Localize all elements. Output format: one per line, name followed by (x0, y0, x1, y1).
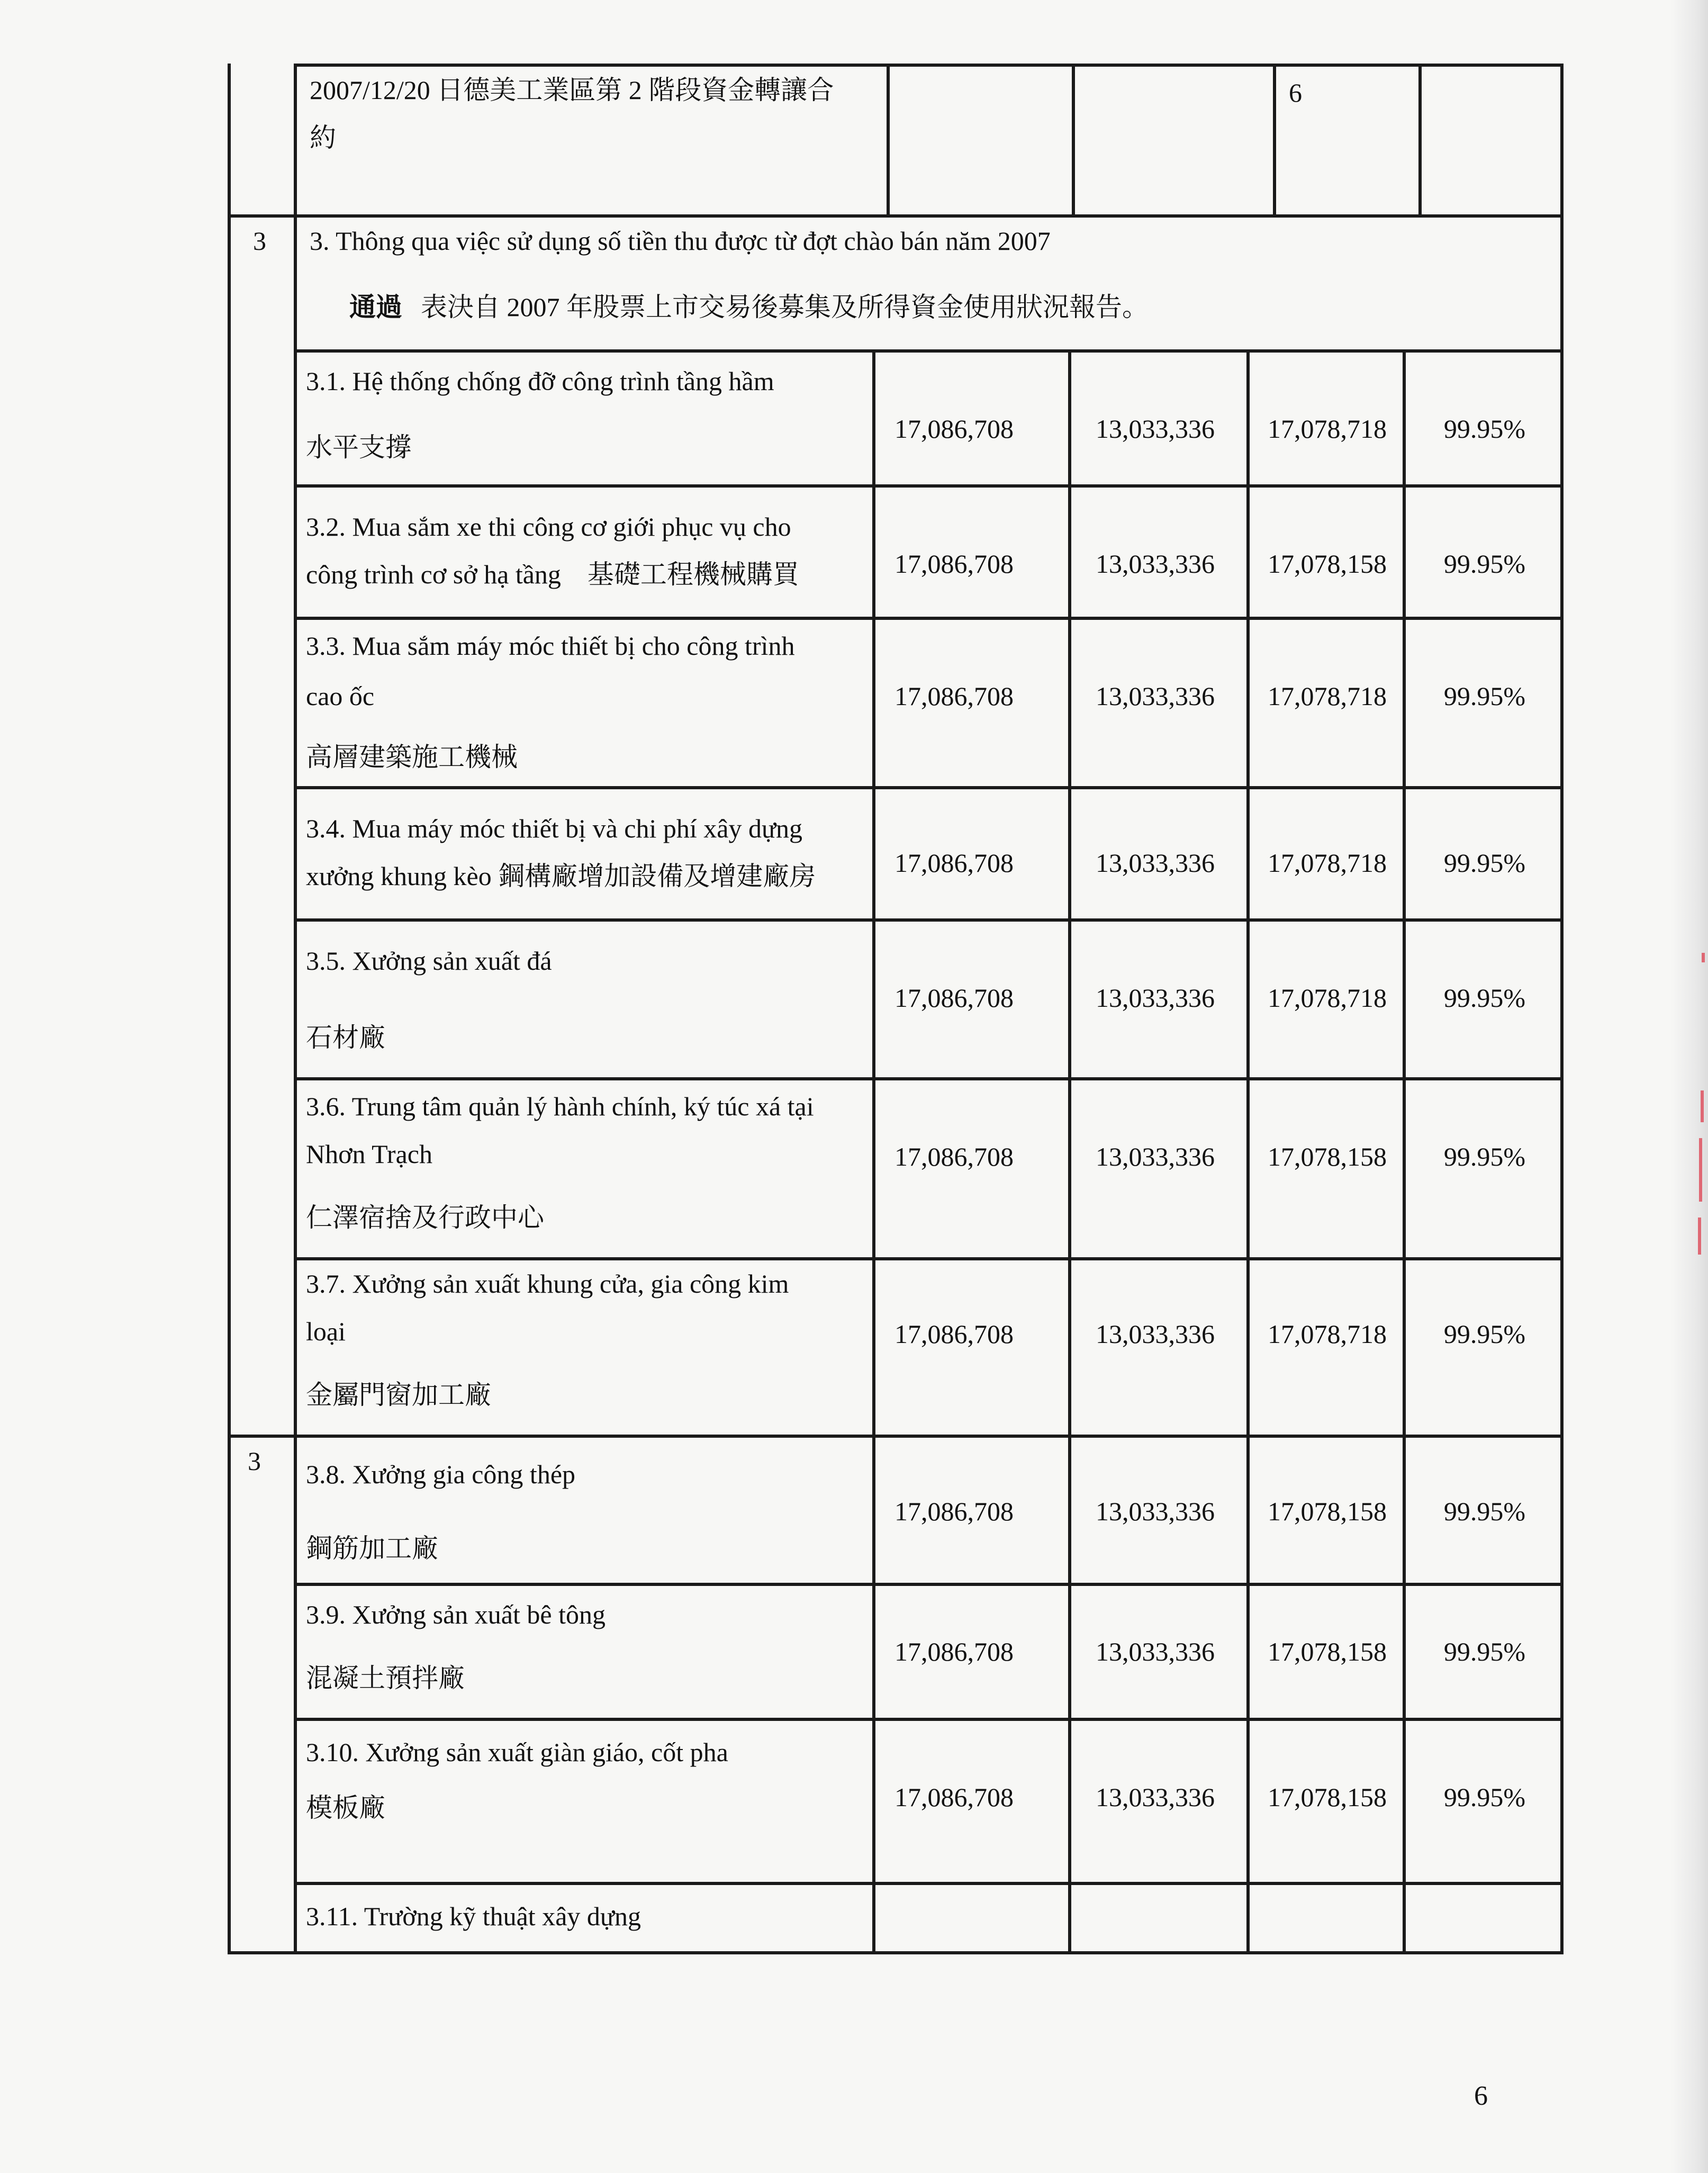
row-value-4: 99.95% (1443, 681, 1525, 711)
row-value-1: 17,086,708 (894, 1637, 1014, 1666)
row-value-4: 99.95% (1443, 1637, 1525, 1666)
row-value-3: 17,078,718 (1268, 681, 1387, 711)
top-row-col (1418, 64, 1422, 217)
table-left-border (228, 64, 231, 1953)
table-right-border (1560, 64, 1564, 1953)
row-label-line: 仁澤宿捨及行政中心 (306, 1203, 544, 1232)
top-row-col (887, 64, 890, 217)
scan-edge-shadow (1671, 0, 1708, 2173)
row-value-3: 17,078,718 (1268, 414, 1387, 444)
row-label: 3.3. Mua sắm máy móc thiết bị cho công trình (306, 631, 795, 661)
row-label: 3.1. Hệ thống chống đỡ công trình tầng hầm (306, 366, 774, 396)
row-value-2: 13,033,336 (1096, 1782, 1215, 1812)
row-col-border (872, 1882, 875, 1953)
margin-mark (1702, 953, 1705, 962)
row-separator (294, 1077, 1564, 1080)
row-label-line: 石材廠 (306, 1023, 385, 1052)
row-value-4: 99.95% (1443, 414, 1525, 444)
margin-mark (1698, 1218, 1701, 1255)
top-row-label: 2007/12/20 日德美工業區第 2 階段資金轉讓合 (310, 75, 834, 105)
page-number: 6 (1474, 2081, 1488, 2111)
margin-mark (1699, 1138, 1702, 1202)
section-divider (228, 1435, 294, 1438)
row-value-2: 13,033,336 (1096, 1496, 1215, 1526)
row-value-3: 17,078,158 (1268, 1496, 1387, 1526)
section-subtitle-bold: 通過 (349, 292, 402, 322)
top-row-value: 6 (1289, 78, 1302, 107)
row-label: 3.10. Xưởng sản xuất giàn giáo, cốt pha (306, 1737, 728, 1767)
row-col-border (1068, 1882, 1071, 1953)
row-value-1: 17,086,708 (894, 681, 1014, 711)
row-value-4: 99.95% (1443, 983, 1525, 1013)
row-label-line: xưởng khung kèo 鋼構廠增加設備及增建廠房 (306, 861, 816, 891)
row-label-line: 鋼筋加工廠 (306, 1534, 438, 1563)
row-value-1: 17,086,708 (894, 549, 1014, 579)
top-row-label-cont: 約 (310, 123, 336, 152)
row-label-line: 水平支撐 (306, 432, 412, 462)
row-value-3: 17,078,158 (1268, 1637, 1387, 1666)
row-value-2: 13,033,336 (1096, 983, 1215, 1013)
row-label: 3.4. Mua máy móc thiết bị và chi phí xây dựng (306, 814, 803, 843)
row-label: 3.9. Xưởng sản xuất bê tông (306, 1600, 606, 1629)
row-label: 3.8. Xưởng gia công thép (306, 1459, 576, 1489)
lower-section-number: 3 (248, 1446, 261, 1476)
row-value-2: 13,033,336 (1096, 848, 1215, 878)
row-value-1: 17,086,708 (894, 1142, 1014, 1171)
row-label-line: 高層建築施工機械 (306, 742, 518, 772)
row-value-2: 13,033,336 (1096, 681, 1215, 711)
row-value-2: 13,033,336 (1096, 1637, 1215, 1666)
row-value-4: 99.95% (1443, 1496, 1525, 1526)
row-label: 3.11. Trường kỹ thuật xây dựng (306, 1901, 641, 1931)
row-label: 3.7. Xưởng sản xuất khung cửa, gia công kim (306, 1269, 789, 1299)
row-label-line: Nhơn Trạch (306, 1139, 432, 1169)
row-value-2: 13,033,336 (1096, 414, 1215, 444)
row-label-line: 金屬門窗加工廠 (306, 1380, 491, 1410)
row-value-1: 17,086,708 (894, 1782, 1014, 1812)
row-label-line: 模板廠 (306, 1793, 385, 1823)
row-value-3: 17,078,158 (1268, 1142, 1387, 1171)
row-label: 3.5. Xưởng sản xuất đá (306, 946, 552, 976)
top-row-col (1273, 64, 1276, 217)
row-value-2: 13,033,336 (1096, 1319, 1215, 1349)
row-value-3: 17,078,718 (1268, 848, 1387, 878)
row-value-4: 99.95% (1443, 1319, 1525, 1349)
row-value-1: 17,086,708 (894, 1496, 1014, 1526)
row-value-4: 99.95% (1443, 848, 1525, 878)
row-value-1: 17,086,708 (894, 983, 1014, 1013)
row-label-line: loại (306, 1317, 346, 1346)
row-value-4: 99.95% (1443, 1782, 1525, 1812)
row-col-border (1403, 1882, 1406, 1953)
row-separator (294, 1435, 1564, 1438)
row-value-3: 17,078,718 (1268, 1319, 1387, 1349)
row-separator (294, 786, 1564, 789)
row-separator (294, 1257, 1564, 1260)
row-separator (294, 1718, 1564, 1721)
section-title: 3. Thông qua việc sử dụng số tiền thu được từ đợt chào bán năm 2007 (310, 226, 1051, 256)
row-value-1: 17,086,708 (894, 848, 1014, 878)
row-value-1: 17,086,708 (894, 414, 1014, 444)
table-bottom-border (228, 1951, 1564, 1954)
top-row-bottom (228, 214, 1564, 218)
section-subtitle: 表決自 2007 年股票上市交易後募集及所得資金使用狀況報告。 (421, 292, 1149, 322)
section-header-bottom (294, 349, 1564, 353)
row-label-line: công trình cơ sở hạ tầng 基礎工程機械購買 (306, 560, 799, 589)
row-label-line: cao ốc (306, 681, 375, 711)
row-value-1: 17,086,708 (894, 1319, 1014, 1349)
row-value-3: 17,078,158 (1268, 1782, 1387, 1812)
section-number: 3 (253, 226, 266, 256)
row-label: 3.2. Mua sắm xe thi công cơ giới phục vụ cho (306, 512, 791, 542)
row-separator (294, 617, 1564, 620)
table-col1-border (294, 64, 297, 1953)
row-value-2: 13,033,336 (1096, 549, 1215, 579)
row-label-line: 混凝土預拌廠 (306, 1663, 465, 1693)
row-value-3: 17,078,158 (1268, 549, 1387, 579)
row-separator (294, 1583, 1564, 1586)
row-value-4: 99.95% (1443, 1142, 1525, 1171)
row-separator (294, 484, 1564, 488)
top-row-col (1072, 64, 1075, 217)
row-col-border (1246, 1882, 1250, 1953)
row-label: 3.6. Trung tâm quản lý hành chính, ký túc xá tại (306, 1092, 814, 1121)
table-top-border (294, 64, 1564, 67)
row-separator (294, 918, 1564, 922)
row-value-4: 99.95% (1443, 549, 1525, 579)
row-value-2: 13,033,336 (1096, 1142, 1215, 1171)
row-separator (294, 1882, 1564, 1885)
row-value-3: 17,078,718 (1268, 983, 1387, 1013)
margin-mark (1701, 1090, 1704, 1122)
